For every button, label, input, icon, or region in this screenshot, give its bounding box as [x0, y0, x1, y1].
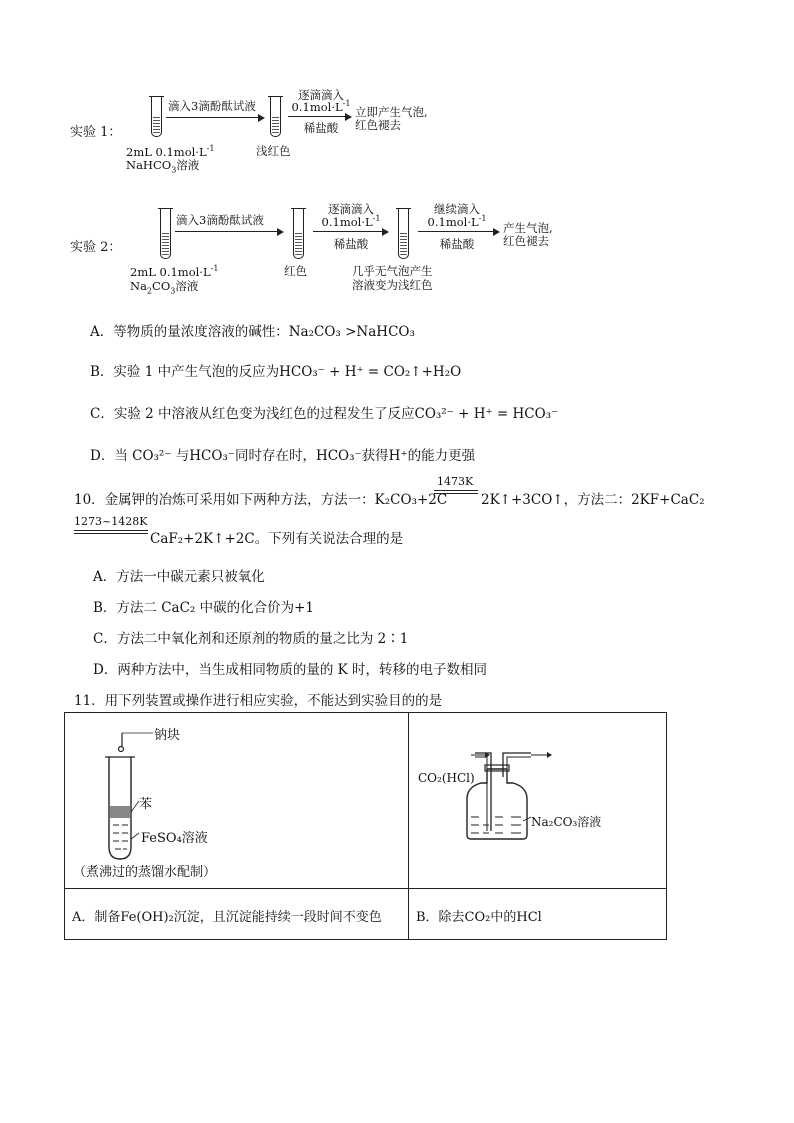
q10-equals-line-2b — [74, 533, 148, 534]
exp2-result-2: 红色褪去 — [503, 234, 549, 248]
exp2-label: 实验 2： — [70, 240, 122, 255]
q11-cell-b-figure — [409, 713, 667, 889]
exp1-step2-bottom: 稀盐酸 — [303, 121, 339, 135]
exp2-test-tube-3 — [398, 208, 409, 259]
q11-stem: 11．用下列装置或操作进行相应实验，不能达到实验目的的是 — [74, 693, 443, 709]
co2-hcl-gas-label: CO₂(HCl) — [418, 771, 475, 785]
exp2-step3-top: 继续滴入 — [434, 202, 480, 216]
q10-equals-line-1a — [434, 490, 478, 491]
boiled-water-note: （煮沸过的蒸馏水配制） — [73, 865, 217, 880]
q10-equals-line-1b — [434, 493, 478, 494]
exp2-step3-conc: $0.1mol\cdot L^{-1}$ — [427, 214, 487, 229]
na2co3-solution-label: Na₂CO₃溶液 — [531, 815, 602, 829]
exp2-step3-bottom: 稀盐酸 — [439, 237, 475, 251]
exp1-tube1-conc: 2mL $0.1mol\cdot L^{-1}$ — [126, 144, 215, 159]
q9-option-b: B．实验 1 中产生气泡的反应为HCO₃⁻ + H⁺ = CO₂↑+H₂O — [90, 364, 462, 380]
exp1-step2-top: 逐滴滴入 — [298, 88, 344, 102]
feso4-solution-label: FeSO₄溶液 — [141, 831, 208, 846]
exp1-label: 实验 1： — [70, 125, 122, 140]
sodium-block-label: 钠块 — [154, 728, 181, 743]
exp2-tube2-label: 红色 — [284, 264, 307, 278]
exp2-step2-top: 逐滴滴入 — [328, 202, 374, 216]
option-b-caption: B．除去CO₂中的HCl — [416, 910, 542, 925]
q10-stem-part2: CaF₂+2K↑+2C。下列有关说法合理的是 — [150, 531, 404, 547]
q10-option-a: A．方法一中碳元素只被氧化 — [93, 569, 265, 585]
exp2-step1-label: 滴入3滴酚酞试液 — [176, 213, 264, 227]
exp2-arrow-1 — [175, 231, 282, 232]
exp1-step2-conc: $0.1mol\cdot L^{-1}$ — [291, 99, 351, 114]
exp1-arrow-1 — [166, 117, 263, 118]
q10-stem-part1b: 2K↑+3CO↑，方法二：2KF+CaC₂ — [481, 492, 705, 508]
q11-cell-a-caption — [65, 889, 409, 940]
benzene-label: 苯 — [139, 797, 153, 812]
option-a-caption: A．制备Fe(OH)₂沉淀，且沉淀能持续一段时间不变色 — [72, 910, 382, 925]
exp1-result-1: 立即产生气泡, — [355, 105, 428, 119]
exp2-step2-bottom: 稀盐酸 — [333, 237, 369, 251]
q10-option-d: D．两种方法中，当生成相同物质的量的 K 时，转移的电子数相同 — [93, 662, 487, 678]
exp2-test-tube-1 — [160, 208, 171, 259]
exp2-tube3-label-2: 溶液变为浅红色 — [352, 278, 433, 292]
q11-cell-b-caption — [409, 889, 667, 940]
exp2-step2-conc: $0.1mol\cdot L^{-1}$ — [321, 214, 381, 229]
q11-cell-a-figure — [65, 713, 409, 889]
exp1-tube1-name: NaHCO$_3$溶液 — [126, 158, 200, 175]
q9-option-d: D．当 CO₃²⁻ 与HCO₃⁻同时存在时，HCO₃⁻获得H⁺的能力更强 — [90, 448, 476, 464]
exp1-result-2: 红色褪去 — [355, 118, 401, 132]
q10-condition-2: 1273~1428K — [74, 515, 148, 528]
exp1-tube2-label: 浅红色 — [256, 144, 291, 158]
exp2-arrow-3 — [418, 231, 498, 232]
exp2-tube1-name: $Na_2CO_3$溶液 — [130, 279, 199, 296]
exp2-tube1-conc: 2mL $0.1mol\cdot L^{-1}$ — [130, 264, 219, 279]
exp1-step1-label: 滴入3滴酚酞试液 — [168, 99, 256, 113]
exp1-test-tube-1 — [151, 96, 162, 137]
q10-stem-part1: 10．金属钾的冶炼可采用如下两种方法，方法一：K₂CO₃+2C — [74, 492, 448, 508]
exp2-arrow-2 — [313, 231, 387, 232]
exp2-test-tube-2 — [293, 208, 304, 259]
q10-condition-1: 1473K — [437, 475, 474, 488]
exp1-arrow-2 — [288, 116, 350, 117]
gas-washing-bottle-diagram — [409, 713, 666, 888]
q11-apparatus-table — [64, 712, 667, 940]
q10-option-b: B．方法二 CaC₂ 中碳的化合价为+1 — [93, 600, 315, 616]
q10-equals-line-2a — [74, 530, 148, 531]
q10-option-c: C．方法二中氧化剂和还原剂的物质的量之比为 2∶1 — [93, 631, 409, 647]
q9-option-a: A．等物质的量浓度溶液的碱性：Na₂CO₃ >NaHCO₃ — [90, 324, 415, 340]
exp1-test-tube-2 — [270, 96, 281, 137]
exp2-tube3-label-1: 几乎无气泡产生 — [352, 264, 433, 278]
exp2-result-1: 产生气泡, — [503, 221, 553, 235]
q9-option-c: C．实验 2 中溶液从红色变为浅红色的过程发生了反应CO₃²⁻ + H⁺ = HCO₃⁻ — [90, 406, 559, 422]
